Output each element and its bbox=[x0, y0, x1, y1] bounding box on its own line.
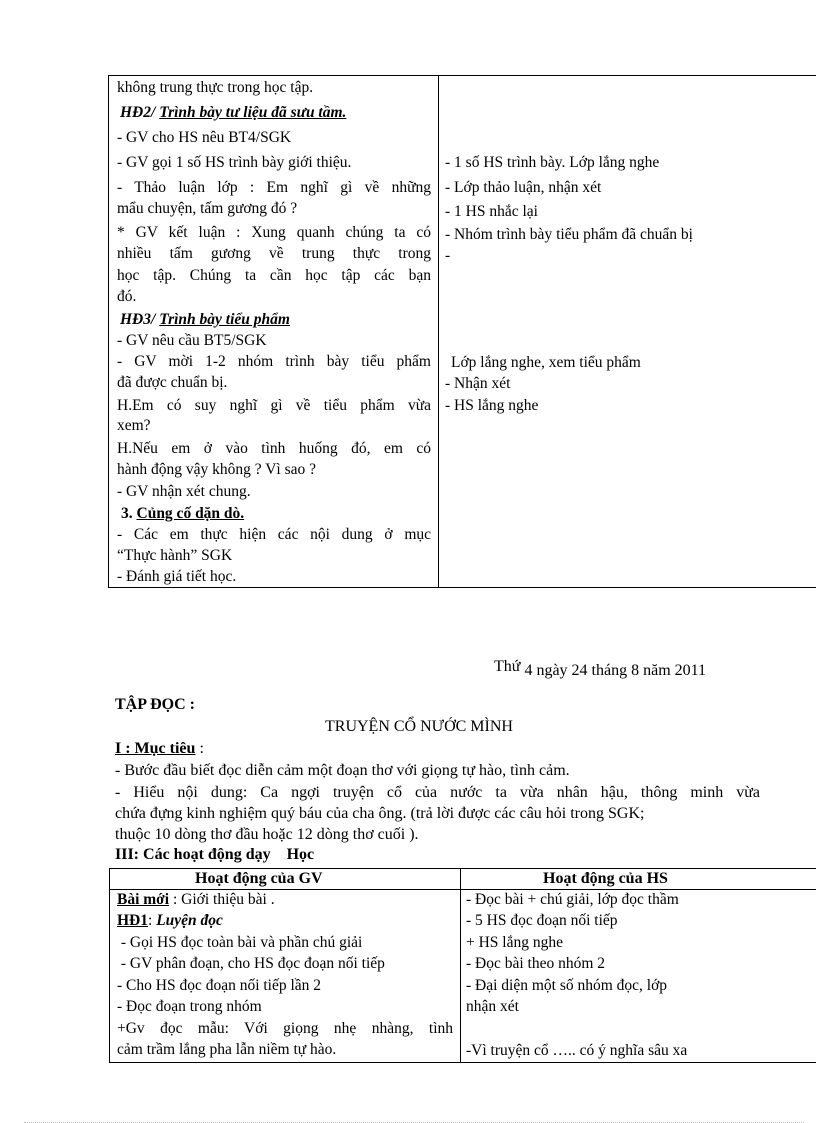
text-line: xem? bbox=[117, 417, 151, 434]
activities-table bbox=[109, 868, 816, 1063]
text-line: - 1 số HS trình bày. Lớp lắng nghe bbox=[445, 154, 660, 171]
text-line: nhiều tấm gương về trung thực trong bbox=[117, 245, 431, 262]
text-line: - Lớp thảo luận, nhận xét bbox=[445, 179, 602, 196]
section-3-heading: 3. Củng cố dặn dò. bbox=[121, 505, 245, 522]
activities-heading: III: Các hoạt động dạy Học bbox=[115, 846, 315, 863]
text-line: - 1 HS nhắc lại bbox=[445, 203, 538, 220]
text-line: - bbox=[445, 247, 451, 264]
text-line: H.Nếu em ở vào tình huống đó, em có bbox=[117, 440, 431, 457]
gv-line: - GV phân đoạn, cho HS đọc đoạn nối tiếp bbox=[117, 955, 385, 972]
text-line: mẩu chuyện, tấm gương đó ? bbox=[117, 200, 298, 217]
hs-line: - Đại diện một số nhóm đọc, lớp bbox=[466, 977, 668, 994]
gv-line: Bài mới : Giới thiệu bài . bbox=[117, 891, 275, 908]
gv-line: - Gọi HS đọc toàn bài và phần chú giải bbox=[117, 934, 363, 951]
hs-line: - 5 HS đọc đoạn nối tiếp bbox=[466, 912, 618, 929]
text-line: - Thảo luận lớp : Em nghĩ gì về những bbox=[117, 179, 431, 196]
gv-line: - Cho HS đọc đoạn nối tiếp lần 2 bbox=[117, 977, 322, 994]
objective-line: - Bước đầu biết đọc diễn cảm một đoạn thơ với giọng tự hào, tình cảm. bbox=[115, 762, 570, 779]
text-line: không trung thực trong học tập. bbox=[117, 79, 314, 96]
gv-activity-1-heading: HĐ1: Luyện đọc bbox=[117, 912, 223, 929]
hs-line: nhận xét bbox=[466, 998, 519, 1015]
activity-3-heading: HĐ3/ Trình bày tiểu phẩm bbox=[120, 311, 290, 328]
text-line: - Nhận xét bbox=[445, 375, 511, 392]
header-teacher: Hoạt động của GV bbox=[195, 870, 323, 887]
text-line: H.Em có suy nghĩ gì về tiểu phẩm vừa bbox=[117, 397, 431, 414]
gv-line: cảm trầm lắng pha lẫn niềm tự hào. bbox=[117, 1041, 337, 1058]
text-line: đã được chuẩn bị. bbox=[117, 374, 228, 391]
text-line: * GV kết luận : Xung quanh chúng ta có bbox=[117, 224, 431, 241]
text-line: - Nhóm trình bày tiểu phẩm đã chuẩn bị bbox=[445, 226, 693, 243]
hs-line: -Vì truyện cổ ….. có ý nghĩa sâu xa bbox=[466, 1042, 688, 1059]
text-line: - GV cho HS nêu BT4/SGK bbox=[117, 129, 292, 146]
text-line: - GV nhận xét chung. bbox=[117, 483, 251, 500]
objective-line: - Hiểu nội dung: Ca ngợi truyện cổ của nước ta vừa nhân hậu, thông minh vừa bbox=[115, 784, 760, 801]
text-line: hành động vậy không ? Vì sao ? bbox=[117, 461, 317, 478]
text-line: - GV mời 1-2 nhóm trình bày tiểu phẩm bbox=[117, 353, 431, 370]
text-line: - Các em thực hiện các nội dung ở mục bbox=[117, 526, 431, 543]
text-line: học tập. Chúng ta cần học tập các bạn bbox=[117, 267, 431, 284]
date-line: Thứ 4 ngày 24 tháng 8 năm 2011 bbox=[494, 658, 707, 679]
column-divider bbox=[460, 869, 461, 1062]
activity-2-heading: HĐ2/ Trình bày tư liệu đã sưu tầm. bbox=[120, 104, 347, 121]
subject-heading: TẬP ĐỌC : bbox=[115, 696, 195, 713]
text-line: - GV nêu cầu BT5/SGK bbox=[117, 332, 267, 349]
text-line: “Thực hành” SGK bbox=[117, 547, 233, 564]
text-line: - Đánh giá tiết học. bbox=[117, 568, 237, 585]
student-activity-column bbox=[439, 76, 816, 587]
hs-line: - Đọc bài + chú giải, lớp đọc thầm bbox=[466, 891, 679, 908]
gv-line: - Đọc đoạn trong nhóm bbox=[117, 998, 262, 1015]
lesson-table-continued bbox=[108, 75, 816, 588]
lesson-title: TRUYỆN CỔ NƯỚC MÌNH bbox=[325, 718, 513, 735]
objective-line: chứa đựng kinh nghiệm quý báu của cha ông. (trả lời được các câu hỏi trong SGK; bbox=[115, 805, 645, 822]
hs-line: - Đọc bài theo nhóm 2 bbox=[466, 955, 606, 972]
text-line: - GV gọi 1 số HS trình bày giới thiệu. bbox=[117, 154, 352, 171]
hs-line: + HS lắng nghe bbox=[466, 934, 563, 951]
gv-line: +Gv đọc mẫu: Với giọng nhẹ nhàng, tình bbox=[117, 1020, 453, 1037]
text-line: đó. bbox=[117, 288, 137, 305]
teacher-activity-column bbox=[109, 76, 439, 587]
text-line: Lớp lắng nghe, xem tiểu phẩm bbox=[451, 354, 641, 371]
header-student: Hoạt động của HS bbox=[543, 870, 668, 887]
text-line: - HS lắng nghe bbox=[445, 397, 539, 414]
objective-line: thuộc 10 dòng thơ đầu hoặc 12 dòng thơ cuối ). bbox=[115, 826, 419, 843]
table-header-row bbox=[110, 869, 816, 890]
objectives-heading: I : Mục tiêu : bbox=[115, 740, 204, 757]
